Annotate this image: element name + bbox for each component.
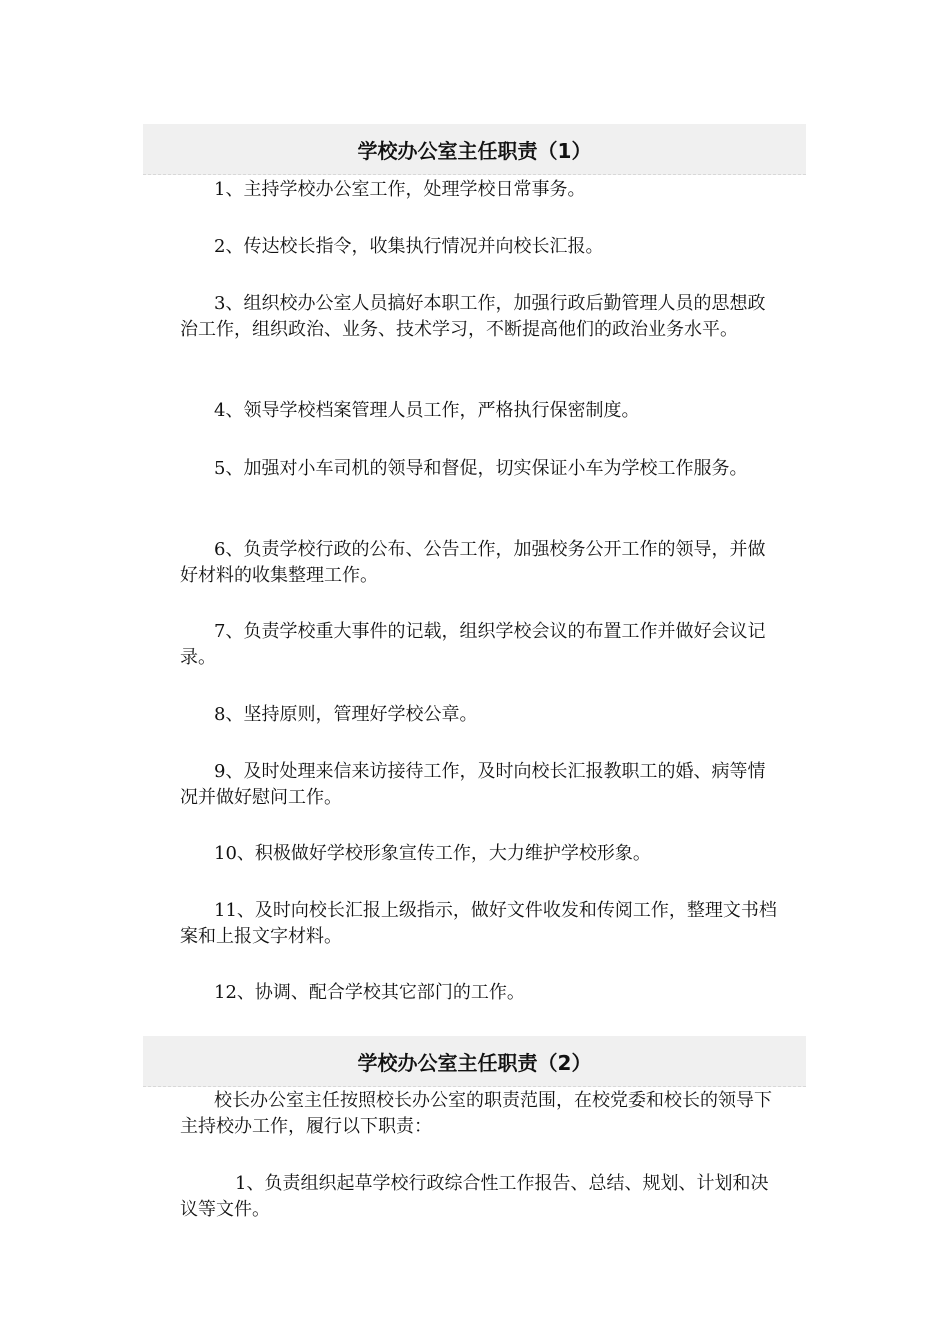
section-1-title: 学校办公室主任职责（1） [143, 124, 806, 175]
duty-item-12: 12、协调、配合学校其它部门的工作。 [214, 982, 525, 1003]
duty-item-3: 3、组织校办公室人员搞好本职工作，加强行政后勤管理人员的思想政治工作，组织政治、业务、技术学习，不断提高他们的政治业务水平。 [180, 293, 766, 340]
duty-item-4: 4、领导学校档案管理人员工作，严格执行保密制度。 [214, 400, 640, 421]
section-2-item-1: 1、负责组织起草学校行政综合性工作报告、总结、规划、计划和决议等文件。 [180, 1173, 769, 1220]
duty-item-7: 7、负责学校重大事件的记载，组织学校会议的布置工作并做好会议记录。 [180, 621, 766, 668]
duty-item-8: 8、坚持原则，管理好学校公章。 [214, 704, 478, 725]
duty-item-2: 2、传达校长指令，收集执行情况并向校长汇报。 [214, 236, 604, 257]
duty-item-1: 1、主持学校办公室工作，处理学校日常事务。 [214, 179, 586, 200]
duty-item-9: 9、及时处理来信来访接待工作，及时向校长汇报教职工的婚、病等情况并做好慰问工作。 [180, 761, 766, 808]
duty-item-10: 10、积极做好学校形象宣传工作，大力维护学校形象。 [214, 843, 651, 864]
section-2-intro: 校长办公室主任按照校长办公室的职责范围，在校党委和校长的领导下主持校办工作，履行以下职责： [180, 1090, 772, 1137]
duty-item-5: 5、加强对小车司机的领导和督促，切实保证小车为学校工作服务。 [214, 458, 748, 479]
duty-item-11: 11、及时向校长汇报上级指示，做好文件收发和传阅工作，整理文书档案和上报文字材料。 [180, 900, 777, 947]
duty-item-6: 6、负责学校行政的公布、公告工作，加强校务公开工作的领导，并做好材料的收集整理工作。 [180, 539, 766, 586]
section-2-title: 学校办公室主任职责（2） [143, 1036, 806, 1087]
